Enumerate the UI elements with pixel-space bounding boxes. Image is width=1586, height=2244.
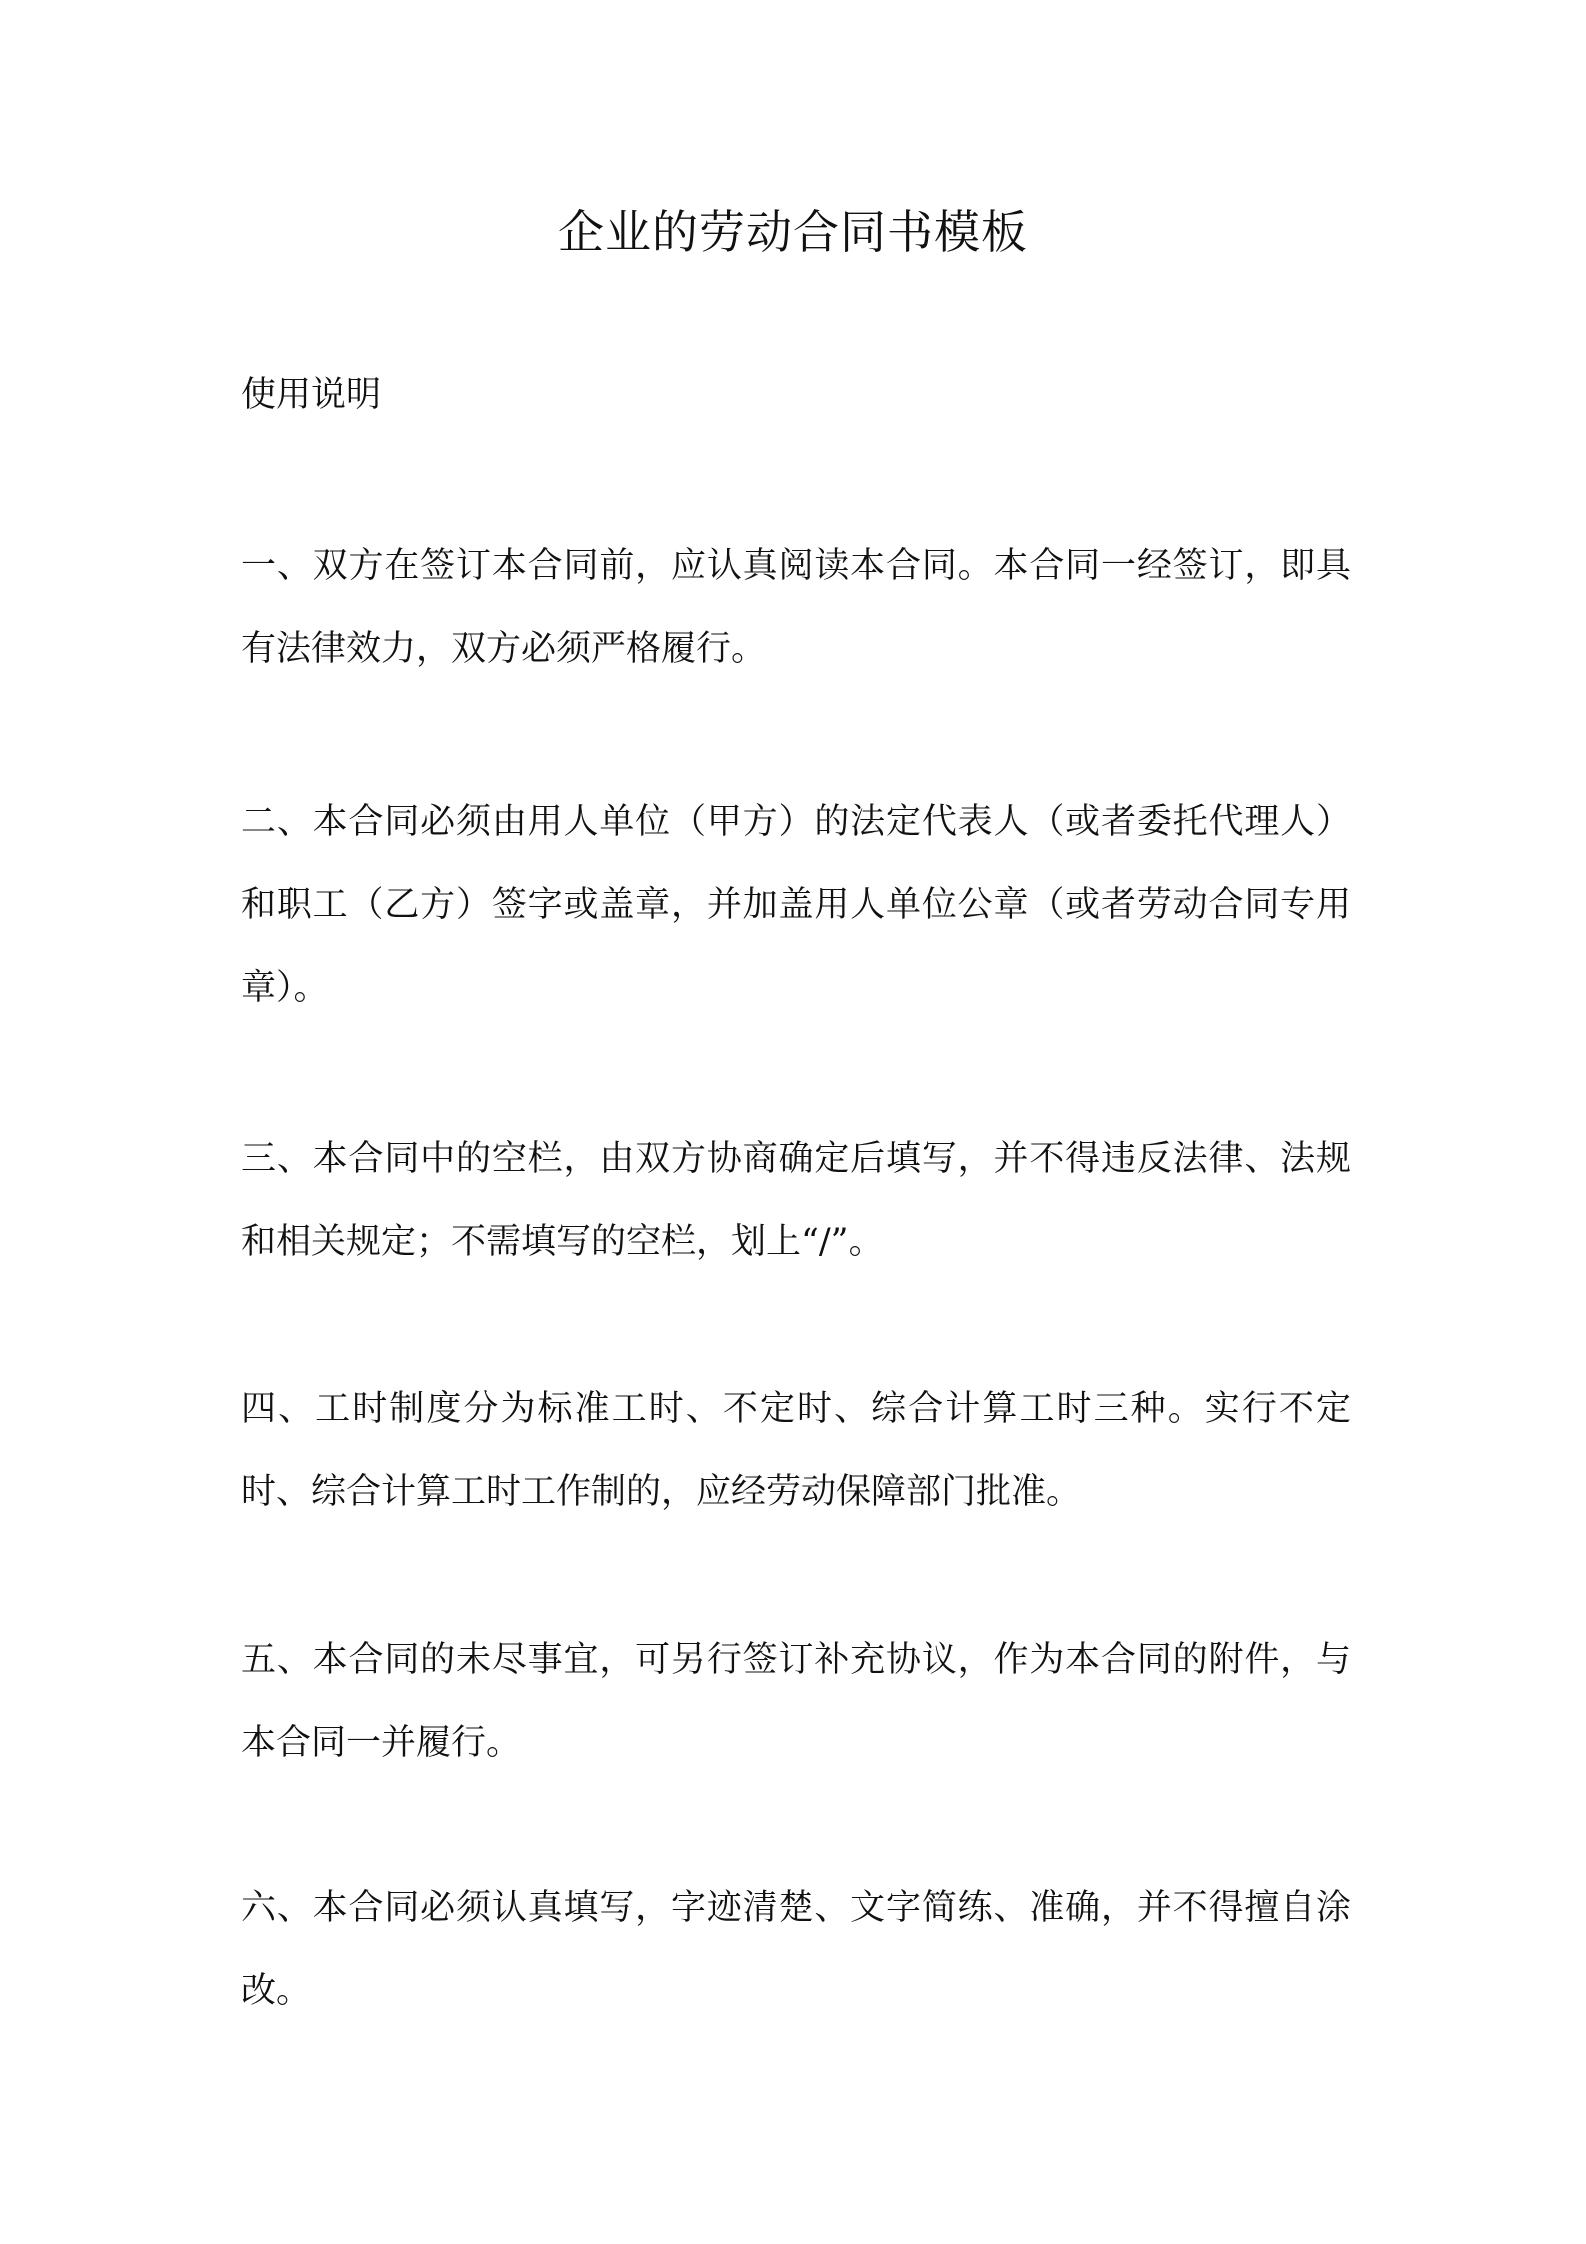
instruction-paragraph-6: 六、本合同必须认真填写，字迹清楚、文字简练、准确，并不得擅自涂改。 xyxy=(241,1888,1351,2011)
document-title: 企业的劳动合同书模板 xyxy=(558,205,1028,259)
usage-instructions-heading: 使用说明 xyxy=(241,375,382,415)
instruction-paragraph-3: 三、本合同中的空栏，由双方协商确定后填写，并不得违反法律、法规和相关规定；不需填写的空栏，划上“/”。 xyxy=(241,1139,1351,1262)
instruction-paragraph-1: 一、双方在签订本合同前，应认真阅读本合同。本合同一经签订，即具有法律效力，双方必须严格履行。 xyxy=(241,546,1351,669)
instruction-paragraph-2: 二、本合同必须由用人单位（甲方）的法定代表人（或者委托代理人）和职工（乙方）签字或盖章，并加盖用人单位公章（或者劳动合同专用章）。 xyxy=(241,802,1351,1008)
instruction-paragraph-4: 四、工时制度分为标准工时、不定时、综合计算工时三种。实行不定时、综合计算工时工作制的，应经劳动保障部门批准。 xyxy=(241,1389,1351,1512)
instruction-paragraph-5: 五、本合同的未尽事宜，可另行签订补充协议，作为本合同的附件，与本合同一并履行。 xyxy=(241,1640,1351,1763)
